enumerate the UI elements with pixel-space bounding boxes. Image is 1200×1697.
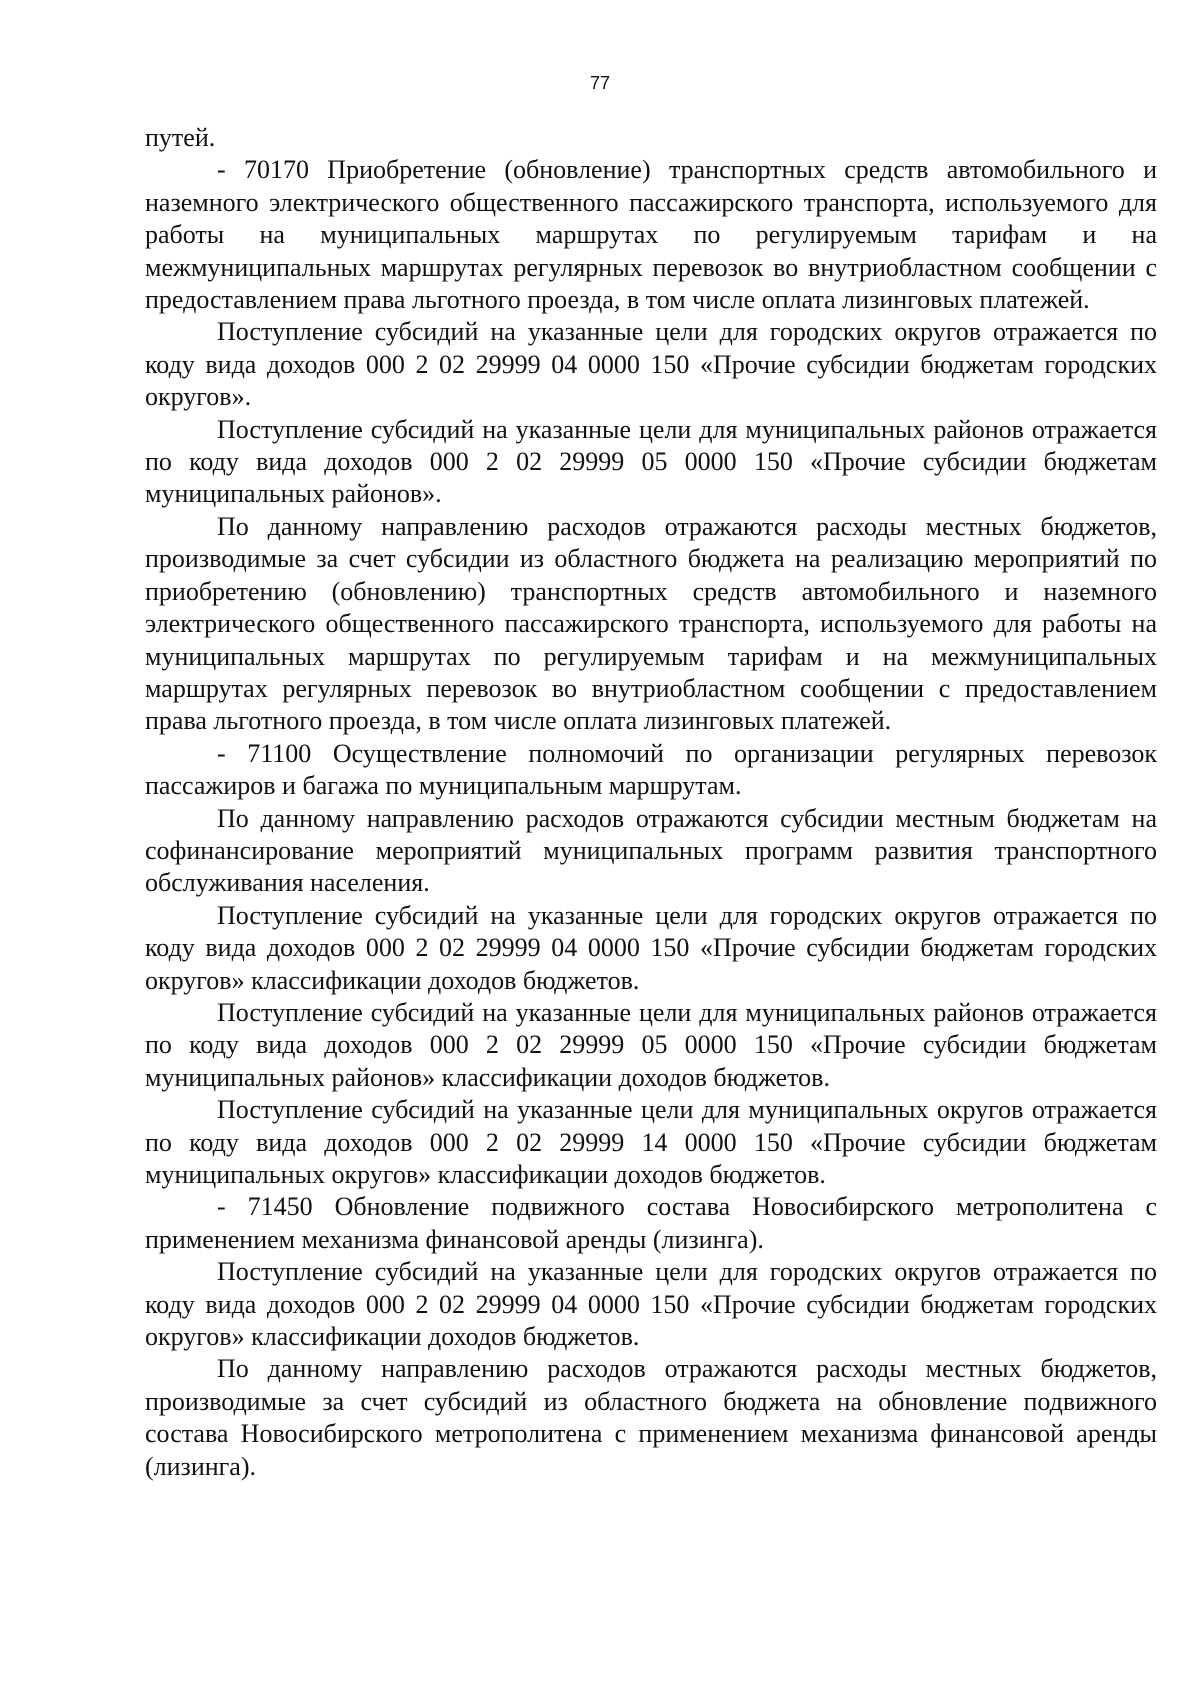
paragraph: По данному направлению расходов отражаются расходы местных бюджетов, производимые за счет субсидий из областного бюджета на обновление подвижного состава Новосибирского метрополитена с применением механизма финансовой аренды (лизинга). [145,1354,1157,1481]
paragraph: Поступление субсидий на указанные цели для муниципальных округов отражается по коду вида доходов 000 2 02 29999 14 0000 150 «Прочие субсидии бюджетам муниципальных округов» классификации доходов бюджетов. [145,1095,1157,1189]
paragraph: По данному направлению расходов отражаются расходы местных бюджетов, производимые за счет субсидии из областного бюджета на реализацию мероприятий по приобретению (обновлению) транспортных средств автомобильного и наземного электрического общественного пассажирского транспорта, используемого для работы на муниципальных маршрутах по регулируемым тарифам и на межмуниципальных маршрутах регулярных перевозок во внутриобластном сообщении с предоставлением права льготного проезда, в том числе оплата лизинговых платежей. [145,511,1157,736]
page-number: 77 [589,73,611,93]
paragraph: Поступление субсидий на указанные цели для городских округов отражается по коду вида доходов 000 2 02 29999 04 0000 150 «Прочие субсидии бюджетам городских округов» классификации доходов бюджетов. [145,1257,1157,1352]
paragraph: Поступление субсидий на указанные цели для городских округов отражается по коду вида доходов 000 2 02 29999 04 0000 150 «Прочие субсидии бюджетам городских округов». [145,317,1157,412]
paragraph: Поступление субсидий на указанные цели для городских округов отражается по коду вида доходов 000 2 02 29999 04 0000 150 «Прочие субсидии бюджетам городских округов» классификации доходов бюджетов. [145,900,1157,995]
document-body [145,122,1157,1483]
paragraph: Поступление субсидий на указанные цели для муниципальных районов отражается по коду вида доходов 000 2 02 29999 05 0000 150 «Прочие субсидии бюджетам муниципальных районов». [145,414,1157,509]
paragraph: - 71450 Обновление подвижного состава Новосибирского метрополитена с применением механизма финансовой аренды (лизинга). [145,1192,1157,1254]
paragraph: По данному направлению расходов отражаются субсидии местным бюджетам на софинансирование мероприятий муниципальных программ развития транспортного обслуживания населения. [145,803,1157,898]
paragraph: - 70170 Приобретение (обновление) транспортных средств автомобильного и наземного электрического общественного пассажирского транспорта, используемого для работы на муниципальных маршрутах по регулируемым тарифам и на межмуниципальных маршрутах регулярных перевозок во внутриобластном сообщении с предоставлением права льготного проезда, в том числе оплата лизинговых платежей. [145,155,1157,315]
paragraph: - 71100 Осуществление полномочий по организации регулярных перевозок пассажиров и багажа по муниципальным маршрутам. [145,738,1157,801]
paragraph: путей. [145,123,216,152]
paragraph: Поступление субсидий на указанные цели для муниципальных районов отражается по коду вида доходов 000 2 02 29999 05 0000 150 «Прочие субсидии бюджетам муниципальных районов» классификации доходов бюджетов. [145,997,1157,1092]
